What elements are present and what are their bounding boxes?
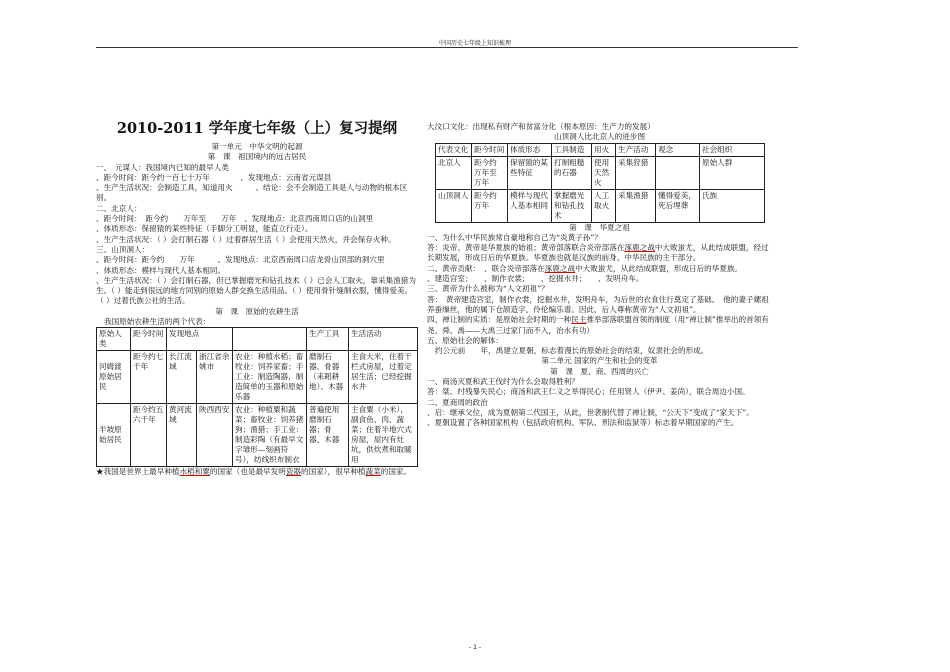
- underlined-term: 涿鹿之战: [544, 263, 576, 273]
- lesson2-heading: 第 课 原始的农耕生活: [215, 306, 299, 316]
- page-number: - 1 -: [469, 644, 481, 651]
- note-underline: 瓷器: [285, 467, 302, 477]
- table-cell: 山顶洞人: [436, 189, 472, 222]
- progress-table: [435, 143, 765, 223]
- unit1-heading: 第一单元 中华文明的起源: [211, 142, 303, 151]
- table-cell: 黄河流域: [167, 404, 197, 467]
- document-title: 2010-2011 学年度七年级（上）复习提纲: [116, 120, 398, 137]
- header-rule: [96, 47, 798, 48]
- section-shandingdong: 三、山顶洞人：: [96, 244, 150, 254]
- shandingdong-life: 、生产生活状况：（ ）会打制石器，但已掌握磨光和钻孔技术（ ）已会人工取火，靠采集渔猎为生。（ ）能走到很远的地方同别的原始人群交换生活用品。（ ）使用骨针缝制衣服，懂得爱美。 （ ）过着氏族公社的生活。: [96, 275, 416, 306]
- question-3: 三、黄帝为什么被称为“人文初祖”？: [427, 284, 549, 294]
- left-column: [96, 120, 418, 478]
- section-yuanmou: 一、 元谋人：我国境内已知的最早人类: [96, 162, 229, 172]
- table-row: [97, 351, 418, 404]
- table-cell: 河姆渡原始居民: [97, 351, 131, 404]
- answer-7a: 、启：继承父位，成为夏朝第二代国王，从此，世袭制代替了禅让制，“公天下”变成了“家天下”。: [427, 407, 754, 417]
- table-cell: 保留猿的某些特征: [508, 156, 552, 189]
- table-header-cell: 生产活动: [616, 143, 656, 156]
- answer-5: 约公元前 年，禹建立夏朝，标志着漫长的原始社会的结束，奴隶社会的形成。: [435, 346, 709, 356]
- answer-3: 答： 黄帝建造宫室，制作衣裳，挖掘水井，发明舟车，为后世的衣食住行奠定了基础。 他的妻子嫘祖养蚕缫丝，他的属下仓颉造字，伶伦编乐谱。因此，后人尊称黄帝为“人文初祖”。: [427, 294, 769, 314]
- table-cell: 距今约 万年: [472, 189, 508, 222]
- table-header-cell: [233, 328, 307, 351]
- question-5: 五、原始社会的解体：: [427, 335, 503, 345]
- table-cell: 农业：种植水稻；畜牧业：饲养家畜；手工业：制造陶器，制造简单的玉器和原始乐器: [233, 351, 307, 404]
- table-header-cell: 体质形态: [508, 143, 552, 156]
- unit2-heading: 第二单元 国家的产生和社会的变革: [541, 356, 658, 366]
- table-header-cell: 观念: [656, 143, 700, 156]
- table-header-cell: 生活活动: [349, 328, 418, 351]
- table-header-cell: 原始人类: [97, 328, 131, 351]
- table-header-cell: 社会组织: [700, 143, 765, 156]
- table-cell: 农业：种植粟和蔬菜；畜牧业：饲养猪狗；渔猎；手工业：制造彩陶（有最早文字雏形—刻画符号），纺线织布制衣: [233, 404, 307, 467]
- question-1: 一、为什么中华民族常自豪地称自己为“炎黄子孙”？: [427, 232, 602, 242]
- beijing-time: 、距今时间： 距今约 万年至 万年 、发现地点：北京西南周口店的山洞里: [96, 214, 374, 224]
- underlined-term: 涿鹿之战: [624, 243, 655, 253]
- question-4: 四、禅让制的实质：是原始社会时期的一种民主推举部落联盟首领的制度（用“禅让制”推举出的首领有尧、舜、禹——大禹三过家门而不入，治水有功）: [427, 315, 769, 335]
- table-cell: 陕西西安: [197, 404, 233, 467]
- note-star: ★我国是世界上最早种植水稻和粟的国家（也是最早发明瓷器的国家），很早种植蔬菜的国家。: [96, 467, 412, 477]
- table-cell: 浙江省余姚市: [197, 351, 233, 404]
- dawenkou-text: 大汶口文化：出现私有财产和贫富分化（根本原因：生产力的发展）: [427, 122, 655, 131]
- yuanmou-life: 、生产生活状况：会制造工具，知道用火 、结论：会不会制造工具是人与动物的根本区别。: [96, 183, 408, 203]
- table-cell: 主食粟（小米），副食鱼、肉、蔬菜；住着半地穴式房屋，屋内有灶坑，供炊煮和取暖用: [349, 404, 418, 467]
- table-header-cell: 距今时间: [131, 328, 167, 351]
- question-2: 二、黄帝贡献： 、联合炎帝部落在涿鹿之战中大败蚩尤，从此结成联盟，形成日后的华夏族。: [427, 263, 743, 273]
- table-cell: 北京人: [436, 156, 472, 189]
- table-header-cell: 代表文化: [436, 143, 472, 156]
- table-header-cell: 用火: [592, 143, 616, 156]
- table-cell: 掌握磨光和钻孔技术: [552, 189, 592, 222]
- lesson3-heading: 第 课 华夏之祖: [569, 222, 630, 232]
- table-row: [436, 189, 765, 222]
- table-header-cell: 工具制造: [552, 143, 592, 156]
- table-cell: 主食大米，住着干栏式房屋，过着定居生活；已经挖掘水井: [349, 351, 418, 404]
- table-header-row: [97, 328, 418, 351]
- table-cell: 距今约七千年: [131, 351, 167, 404]
- progress-table-title: 山顶洞人比北京人的进步图: [553, 132, 646, 142]
- table-cell: 懂得爱美，死后埋葬: [656, 189, 700, 222]
- note-underline: 水稻和粟: [179, 467, 210, 477]
- shandingdong-body: 、体质形态：模样与现代人基本相同。: [96, 265, 226, 275]
- farming-table: [96, 327, 418, 467]
- table-cell: 使用天然火: [592, 156, 616, 189]
- table-cell: 采集狩猎: [616, 156, 656, 189]
- table-cell: 半坡原始居民: [97, 404, 131, 467]
- table-cell: [656, 156, 700, 189]
- beijing-life: 、生产生活状况：（ ）会打制石器（ ）过着群居生活（ ）会使用天然火，并会保存火种。: [96, 234, 396, 244]
- table-cell: 普遍使用磨制石器；骨器、木器: [307, 404, 349, 467]
- table-caption: 我国原始农耕生活的两个代表：: [104, 317, 211, 327]
- table-cell: 磨制石器、骨器（耒耜耕地）、木器: [307, 351, 349, 404]
- section-beijing: 二、北京人：: [96, 203, 142, 213]
- answer-1: 答：炎帝、黄帝是华夏族的始祖；黄帝部落联合炎帝部落在涿鹿之战中大败蚩尤，从此结成联盟，经过长期发展，形成日后的华夏族。华夏族也就是汉族的前身，中华民族的主干部分。: [427, 243, 769, 263]
- table-cell: 打制粗糙的石器: [552, 156, 592, 189]
- table-cell: 距今约五六千年: [131, 404, 167, 467]
- yuanmou-time: 、距今时间：距今约一百七十万年 、发现地点：云南省元谋县: [96, 172, 332, 182]
- table-row: [97, 404, 418, 467]
- table-cell: 模样与现代人基本相同: [508, 189, 552, 222]
- table-cell: 氏族: [700, 189, 765, 222]
- table-header-cell: 生产工具: [307, 328, 349, 351]
- shandingdong-time: 、距今时间：距今约 万年 、发现地点：北京西南周口店龙骨山顶部的洞穴里: [96, 255, 385, 265]
- question-6: 一、商汤灭夏和武王伐纣为什么会取得胜利？: [427, 377, 579, 387]
- table-cell: 采集渔猎: [616, 189, 656, 222]
- underlined-term: 民主: [571, 315, 587, 325]
- table-cell: 长江流域: [167, 351, 197, 404]
- table-header-cell: 距今时间: [472, 143, 508, 156]
- answer-6: 答：桀、纣残暴失民心；商汤和武王仁义之举得民心；任用贤人（伊尹、姜尚），联合周边小国。: [427, 387, 750, 397]
- question-7: 二、夏商周的政治: [427, 397, 488, 407]
- table-cell: 原始人群: [700, 156, 765, 189]
- beijing-body: 、体质形态：保留猿的某些特征（手脚分工明显，能直立行走）。: [96, 224, 313, 234]
- lesson1-heading: 第 课 祖国境内的远古居民: [207, 152, 307, 162]
- page-header: 中国历史七年级上知识梳理: [438, 40, 511, 47]
- note-underline: 蔬菜: [365, 467, 381, 477]
- lesson4-heading: 第 课 夏、商、西周的兴亡: [550, 366, 649, 376]
- answer-7b: 、夏朝设置了各种国家机构（包括政府机构、军队、刑法和监狱等）标志着早期国家的产生。: [427, 418, 739, 428]
- question-2b: 、建造宫室； 、制作衣裳； 、挖掘水井； 、发明舟车。: [427, 274, 644, 284]
- table-row: [436, 156, 765, 189]
- table-header-cell: 发现地点: [167, 328, 233, 351]
- table-cell: 人工取火: [592, 189, 616, 222]
- right-column: [427, 122, 772, 429]
- table-cell: 距今约 万年至 万年: [472, 156, 508, 189]
- table-header-row: [436, 143, 765, 156]
